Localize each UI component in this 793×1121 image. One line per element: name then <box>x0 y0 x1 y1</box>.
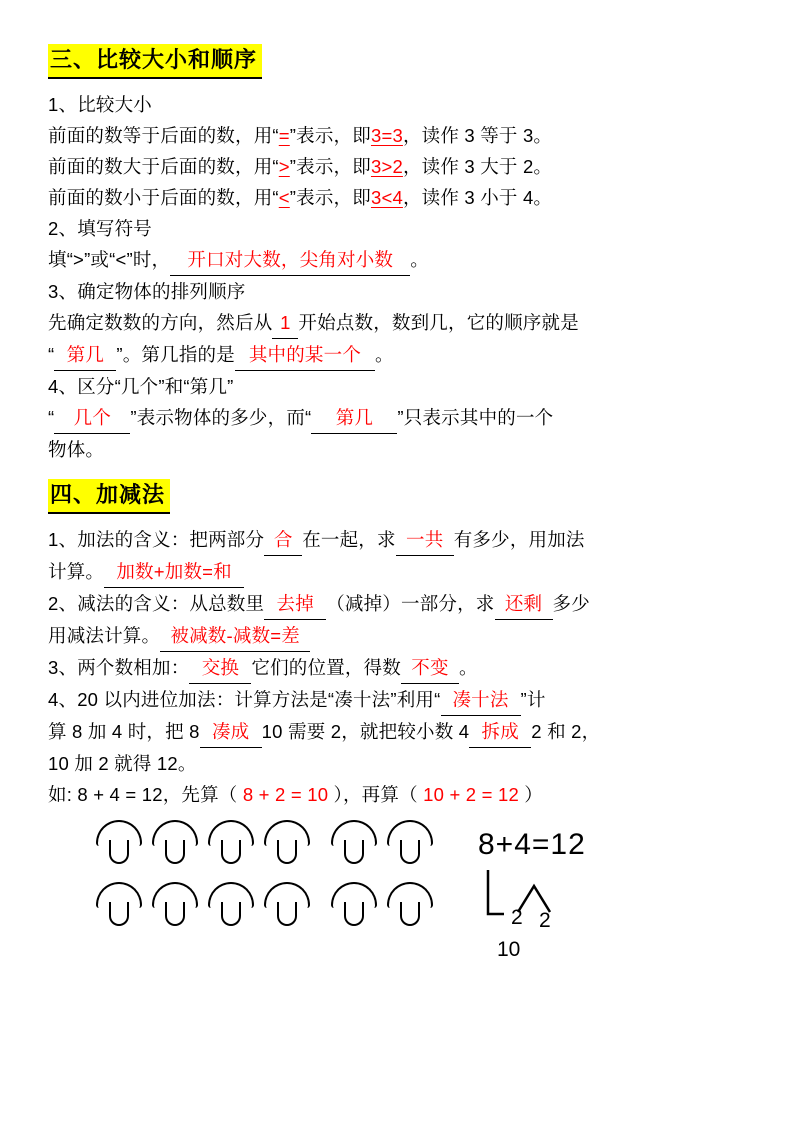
text-line <box>48 620 745 652</box>
plain-text: ”表示，即 <box>289 156 371 177</box>
text-line <box>48 684 745 716</box>
fill-in-blank: 其中的某一个 <box>235 339 375 371</box>
mushroom-figure <box>48 820 745 980</box>
mushroom-icon <box>264 882 310 926</box>
text-line <box>48 307 745 339</box>
mushroom-stem <box>109 840 129 864</box>
mushroom-icon <box>331 882 377 926</box>
red-text: 8 + 2 = 10 <box>237 784 334 805</box>
plain-text: 如: 8 + 4 = 12，先算（ <box>48 784 238 805</box>
fill-in-blank: 加数+加数=和 <box>104 556 244 588</box>
mushroom-stem <box>400 902 420 926</box>
bond-left-value: 2 <box>511 906 523 929</box>
mushroom-icon <box>331 820 377 864</box>
plain-text: 算 8 加 4 时，把 8 <box>48 721 200 742</box>
text-line <box>48 120 745 151</box>
text-line <box>48 339 745 371</box>
plain-text: 。 <box>459 657 478 678</box>
plain-text: 4、区分“几个”和“第几” <box>48 376 234 397</box>
text-line <box>48 556 745 588</box>
plain-text: 有多少，用加法 <box>453 529 585 550</box>
mushroom-group-4 <box>331 882 443 926</box>
red-underlined-text: > <box>278 156 290 177</box>
mushroom-icon <box>387 882 433 926</box>
plain-text: “ <box>48 407 55 428</box>
bond-right-value: 2 <box>539 909 551 932</box>
plain-text: 。 <box>410 249 429 270</box>
text-line <box>48 779 745 810</box>
plain-text: 。 <box>374 344 394 365</box>
plain-text: 2、填写符号 <box>48 218 152 239</box>
plain-text: 前面的数大于后面的数，用“ <box>48 156 279 177</box>
plain-text: ，读作 3 小于 4。 <box>402 187 553 208</box>
mushroom-stem <box>400 840 420 864</box>
plain-text: 10 需要 2，就把较小数 4 <box>261 721 470 742</box>
text-line <box>48 89 745 120</box>
fill-in-blank: 被减数-减数=差 <box>160 620 310 652</box>
plain-text: ”表示，即 <box>289 125 371 146</box>
mushroom-group-1 <box>96 820 320 864</box>
mushroom-icon <box>152 882 198 926</box>
fill-in-blank: 交换 <box>189 652 251 684</box>
plain-text: ”只表示其中的一个 <box>397 407 554 428</box>
fill-in-blank: 开口对大数，尖角对小数 <box>170 244 410 276</box>
fill-in-blank: 还剩 <box>495 588 553 620</box>
plain-text: 它们的位置，得数 <box>251 657 401 678</box>
text-line <box>48 402 745 434</box>
mushroom-stem <box>221 902 241 926</box>
bond-ten-value: 10 <box>497 938 521 961</box>
section-body-3 <box>48 89 745 465</box>
text-line <box>48 652 745 684</box>
fill-in-blank: 1 <box>272 307 298 339</box>
plain-text: 开始点数，数到几，它的顺序就是 <box>298 312 579 333</box>
fill-in-blank: 第几 <box>54 339 116 371</box>
section-heading-3: 三、比较大小和顺序 <box>48 44 262 79</box>
red-underlined-text: 3>2 <box>370 156 403 177</box>
plain-text: ”表示，即 <box>289 187 371 208</box>
red-underlined-text: = <box>278 125 290 146</box>
section-heading-wrap-4 <box>48 479 745 518</box>
plain-text: 计算。 <box>48 561 105 582</box>
fill-in-blank: 不变 <box>401 652 459 684</box>
fill-in-blank: 第几 <box>311 402 397 434</box>
text-line <box>48 524 745 556</box>
mushroom-stem <box>344 840 364 864</box>
text-line <box>48 244 745 276</box>
plain-text: “ <box>48 344 55 365</box>
mushroom-stem <box>165 840 185 864</box>
plain-text: 2 和 2， <box>531 721 601 742</box>
plain-text: ”表示物体的多少，而“ <box>130 407 312 428</box>
mushroom-icon <box>387 820 433 864</box>
section-body-4 <box>48 524 745 810</box>
mushroom-icon <box>96 882 142 926</box>
plain-text: 用减法计算。 <box>48 625 161 646</box>
fill-in-blank: 凑成 <box>200 716 262 748</box>
plain-text: ，读作 3 等于 3。 <box>402 125 553 146</box>
section-heading-4: 四、加减法 <box>48 479 170 514</box>
text-line <box>48 213 745 244</box>
number-bond-diagram <box>478 868 618 968</box>
mushroom-stem <box>344 902 364 926</box>
plain-text: 3、确定物体的排列顺序 <box>48 281 246 302</box>
plain-text: 1、加法的含义：把两部分 <box>48 529 265 550</box>
plain-text: 填“>”或“<”时， <box>48 249 171 270</box>
mushroom-icon <box>152 820 198 864</box>
fill-in-blank: 一共 <box>396 524 454 556</box>
plain-text: 10 加 2 就得 12。 <box>48 753 197 774</box>
mushroom-icon <box>208 882 254 926</box>
plain-text: 4、20 以内进位加法：计算方法是“凑十法”利用“ <box>48 689 441 710</box>
fill-in-blank: 拆成 <box>469 716 531 748</box>
mushroom-stem <box>277 902 297 926</box>
plain-text: ”计 <box>520 689 546 710</box>
text-line <box>48 588 745 620</box>
mushroom-group-3 <box>96 882 320 926</box>
plain-text: 2、减法的含义：从总数里 <box>48 593 265 614</box>
mushroom-icon <box>208 820 254 864</box>
plain-text: （减掉）一部分，求 <box>326 593 495 614</box>
plain-text: 前面的数等于后面的数，用“ <box>48 125 279 146</box>
red-underlined-text: 3=3 <box>370 125 403 146</box>
plain-text: 先确定数数的方向，然后从 <box>48 312 273 333</box>
plain-text: ”。第几指的是 <box>116 344 235 365</box>
mushroom-stem <box>221 840 241 864</box>
fill-in-blank: 几个 <box>54 402 130 434</box>
fill-in-blank: 凑十法 <box>441 684 521 716</box>
mushroom-icon <box>96 820 142 864</box>
text-line <box>48 276 745 307</box>
section-heading-wrap-3 <box>48 44 745 83</box>
plain-text: 1、比较大小 <box>48 94 152 115</box>
mushroom-stem <box>109 902 129 926</box>
text-line <box>48 434 745 465</box>
plain-text: 3、两个数相加： <box>48 657 190 678</box>
mushroom-icon <box>264 820 310 864</box>
mushroom-stem <box>165 902 185 926</box>
text-line <box>48 748 745 779</box>
plain-text: ，读作 3 大于 2。 <box>402 156 553 177</box>
text-line <box>48 371 745 402</box>
text-line <box>48 151 745 182</box>
text-line <box>48 182 745 213</box>
plain-text: 前面的数小于后面的数，用“ <box>48 187 279 208</box>
red-underlined-text: 3<4 <box>370 187 403 208</box>
plain-text: 物体。 <box>48 439 105 460</box>
mushroom-stem <box>277 840 297 864</box>
plain-text: 多少 <box>552 593 590 614</box>
figure-equation: 8+4=12 <box>478 828 586 861</box>
mushroom-group-2 <box>331 820 443 864</box>
red-text: 10 + 2 = 12 <box>417 784 525 805</box>
plain-text: ） <box>524 784 543 805</box>
fill-in-blank: 去掉 <box>264 588 326 620</box>
fill-in-blank: 合 <box>264 524 302 556</box>
red-underlined-text: < <box>278 187 290 208</box>
plain-text: 在一起，求 <box>302 529 396 550</box>
text-line <box>48 716 745 748</box>
plain-text: ），再算（ <box>333 784 418 805</box>
